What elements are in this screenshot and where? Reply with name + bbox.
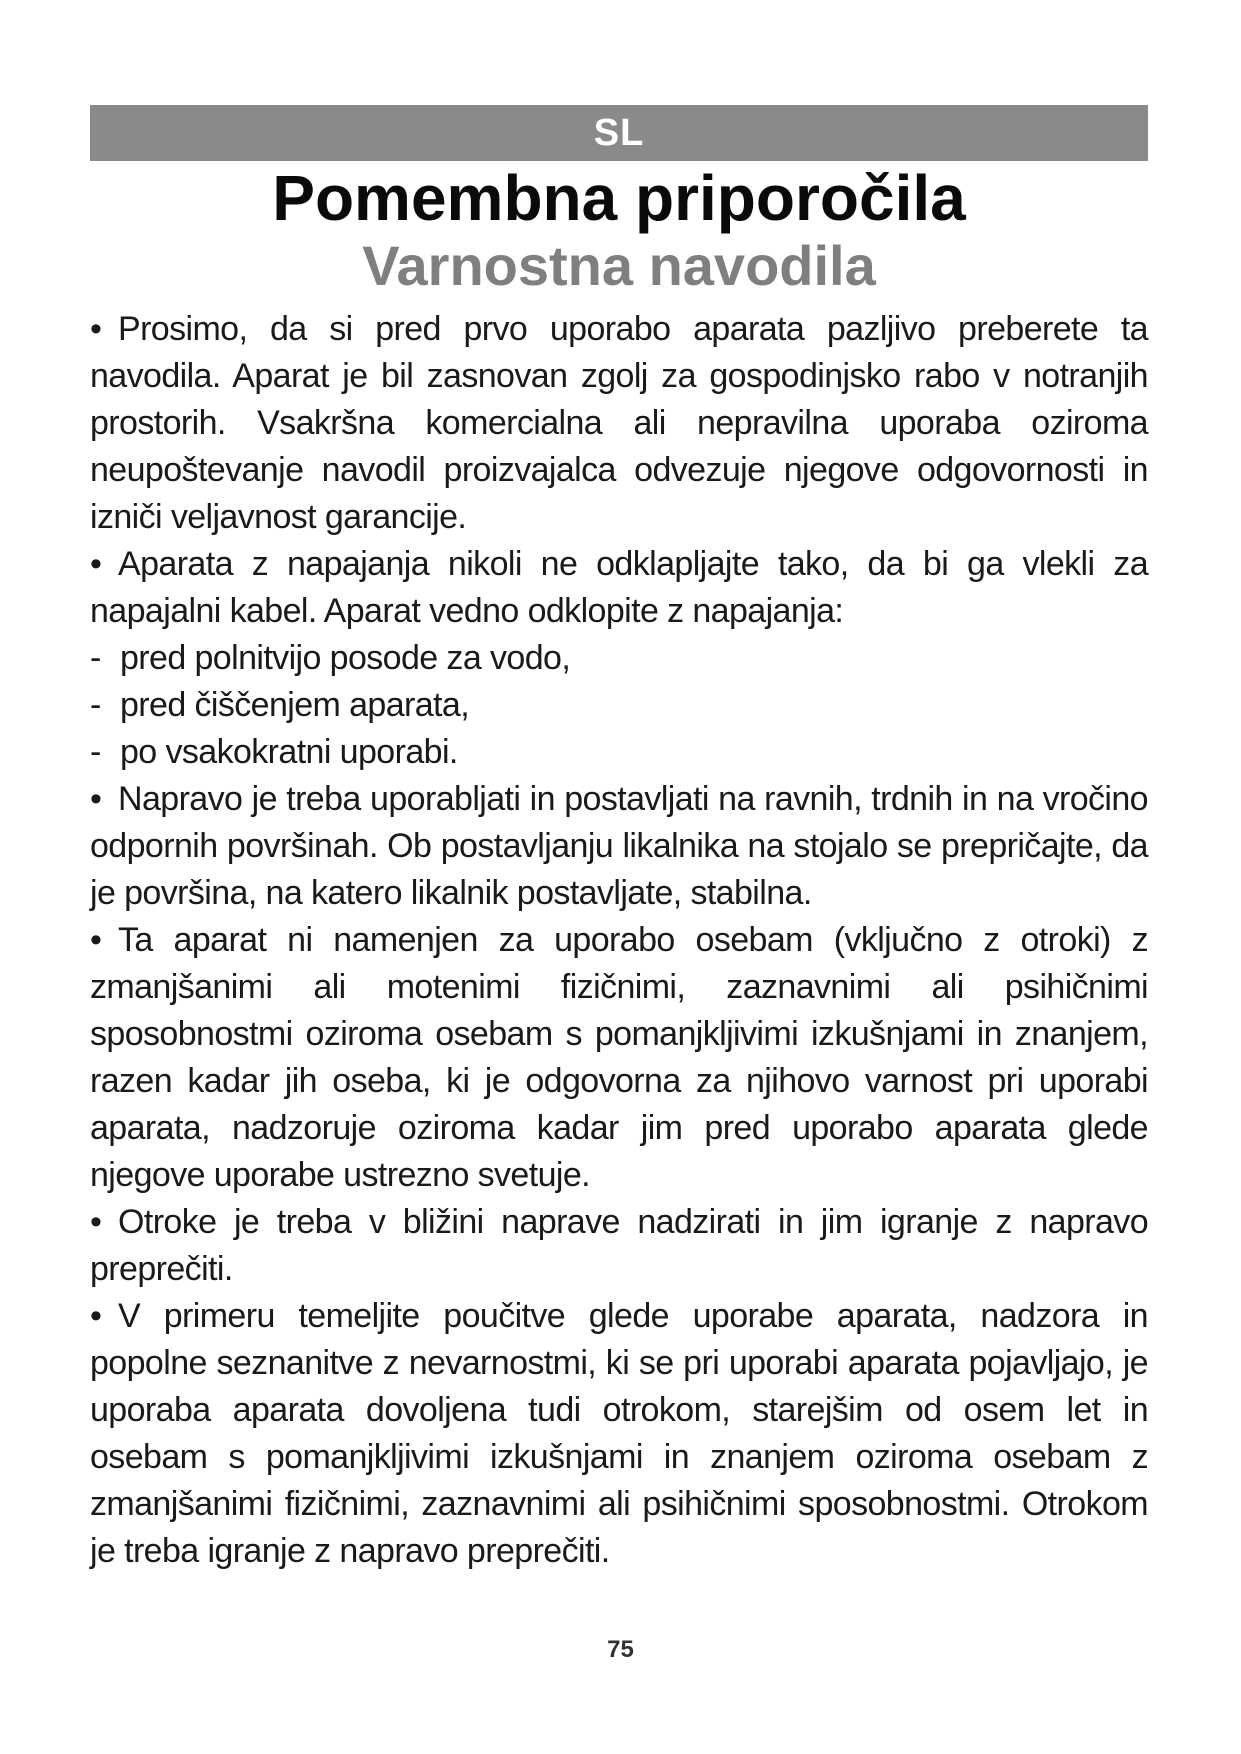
list-item-text: po vsakokratni uporabi. — [120, 733, 458, 771]
bullet-paragraph-4 — [90, 917, 1148, 1199]
dash-icon: - — [90, 639, 101, 677]
dash-list-item-1 — [90, 635, 1148, 682]
paragraph-text: Ta aparat ni namenjen za uporabo osebam (vključno z otroki) z zmanjšanimi ali motenimi fizičnimi, zaznavnimi ali psihičnimi sposobnostmi oziroma osebam s pomanjkljivimi izkušnjami in znanjem, razen kadar jih oseba, ki je odgovorna za njihovo varnost pri uporabi aparata, nadzoruje oziroma kadar jim pred uporabo aparata glede njegove uporabe ustrezno svetuje. — [90, 921, 1148, 1194]
page-number: 75 — [607, 1636, 634, 1663]
dash-icon: - — [90, 733, 101, 771]
bullet-icon: • — [90, 1203, 102, 1241]
bullet-icon: • — [90, 545, 102, 583]
bullet-icon: • — [90, 310, 102, 348]
page-title: Pomembna priporočila — [272, 162, 966, 234]
dash-list-item-3 — [90, 729, 1148, 776]
paragraph-text: V primeru temeljite poučitve glede uporabe aparata, nadzora in popolne seznanitve z nevarnostmi, ki se pri uporabi aparata pojavljajo, je uporaba aparata dovoljena tudi otrokom, starejšim od osem let in osebam s pomanjkljivimi izkušnjami in znanjem oziroma osebam z zmanjšanimi fizičnimi, zaznavnimi ali psihičnimi sposobnostmi. Otrokom je treba igranje z napravo preprečiti. — [90, 1297, 1148, 1570]
bullet-paragraph-3 — [90, 776, 1148, 917]
dash-list-item-2 — [90, 682, 1148, 729]
language-code: SL — [593, 111, 645, 154]
paragraph-text: Aparata z napajanja nikoli ne odklapljajte tako, da bi ga vlekli za napajalni kabel. Aparat vedno odklopite z napajanja: — [90, 545, 1148, 630]
paragraph-text: Prosimo, da si pred prvo uporabo aparata pazljivo preberete ta navodila. Aparat je bil zasnovan zgolj za gospodinjsko rabo v notranjih prostorih. Vsakršna komercialna ali nepravilna uporaba oziroma neupoštevanje navodil proizvajalca odvezuje njegove odgovornosti in izniči veljavnost garancije. — [90, 310, 1148, 536]
paragraph-text: Otroke je treba v bližini naprave nadzirati in jim igranje z napravo preprečiti. — [90, 1203, 1148, 1288]
paragraph-text: Napravo je treba uporabljati in postavljati na ravnih, trdnih in na vročino odpornih površinah. Ob postavljanju likalnika na stojalo se prepričajte, da je površina, na katero likalnik postavljate, stabilna. — [90, 780, 1148, 912]
list-item-text: pred čiščenjem aparata, — [120, 686, 470, 724]
dash-icon: - — [90, 686, 101, 724]
bullet-icon: • — [90, 1297, 102, 1335]
bullet-paragraph-5 — [90, 1199, 1148, 1293]
bullet-paragraph-1 — [90, 306, 1148, 541]
page-subtitle: Varnostna navodila — [362, 234, 876, 297]
bullet-paragraph-2 — [90, 541, 1148, 635]
list-item-text: pred polnitvijo posode za vodo, — [120, 639, 571, 677]
bullet-paragraph-6 — [90, 1293, 1148, 1575]
safety-instructions-body — [90, 306, 1148, 1575]
bullet-icon: • — [90, 780, 102, 818]
bullet-icon: • — [90, 921, 102, 959]
language-header-bar — [90, 105, 1148, 161]
